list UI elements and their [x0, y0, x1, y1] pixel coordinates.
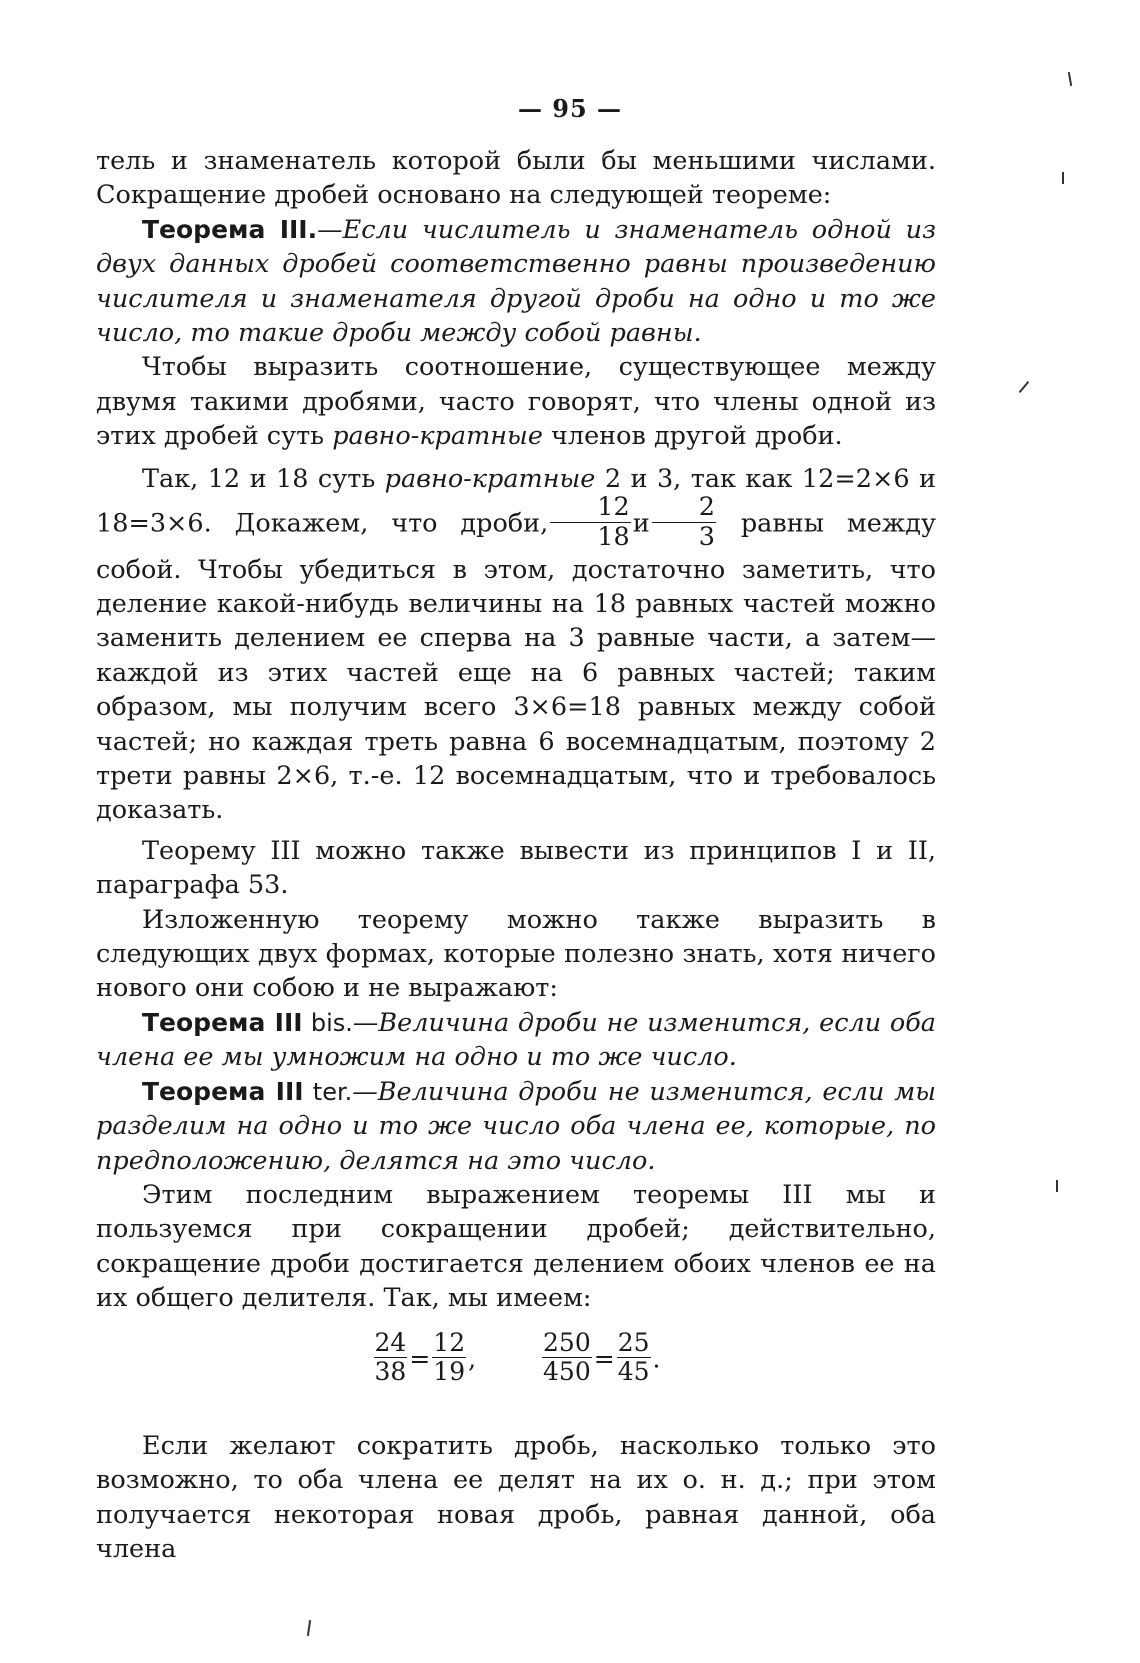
fraction-25-45: [617, 1327, 651, 1386]
equals-sign: =: [409, 1344, 431, 1374]
term-equal-multiples: равно-кратные: [332, 421, 543, 452]
fraction-denominator: 38: [374, 1356, 407, 1386]
page-number: — 95 —: [517, 94, 623, 123]
fraction-numerator: 250: [543, 1327, 591, 1357]
paragraph-intro: тель и знаменатель которой были бы меньшими числами. Сокращение дробей основано на следующей теореме:: [96, 146, 936, 211]
paragraph-proof: [96, 462, 936, 828]
paragraph-equal-multiples: [96, 350, 936, 453]
fraction-2-3: [652, 494, 716, 551]
scan-mark: [1068, 72, 1072, 86]
theorem-3-ter-suffix: ter.: [303, 1077, 353, 1106]
paragraph-principles: Теорему III можно также вывести из принципов I и II, параграфа 53.: [96, 835, 936, 901]
theorem-3-ter-label: Теорема III: [142, 1076, 304, 1106]
theorem-3-label: Теорема III.: [142, 214, 318, 244]
fraction-12-18: [550, 494, 630, 551]
paragraph-gcd: Если желают сократить дробь, насколько только это возможно, то оба члена ее делят на их о. н. д.; при этом получается некоторая новая дробь, равная данной, оба члена: [96, 1431, 936, 1565]
theorem-3: [96, 213, 936, 351]
fraction-denominator: 45: [617, 1356, 650, 1386]
theorem-3-ter: [96, 1075, 936, 1178]
page-body: [96, 144, 936, 1567]
theorem-3-bis-suffix: bis.: [302, 1008, 353, 1037]
comma: ,: [468, 1344, 477, 1374]
scan-mark: [1062, 172, 1064, 184]
fraction-denominator: 18: [597, 521, 630, 552]
fraction-12-19: [432, 1327, 466, 1386]
fraction-numerator: 12: [433, 1327, 466, 1357]
paragraph-forms: Изложенную теорему можно также выразить в следующих двух формах, которые полезно знать, хотя ничего нового они собою и не выражают:: [96, 904, 936, 1004]
theorem-3-bis-statement: —Величина дроби не изменится, если оба члена ее мы умножим на одно и то же число.: [96, 1007, 936, 1073]
scan-mark: [1056, 1180, 1058, 1192]
paragraph-text: Так, 12 и 18 суть: [142, 463, 385, 494]
theorem-3-bis: [96, 1006, 936, 1075]
fraction-24-38: [374, 1327, 408, 1386]
paragraph-reduction: Этим последним выражением теоремы III мы и пользуемся при сокращении дробей; действительно, сокращение дроби достигается делением обоих членов ее на их общего делителя. Так, мы имеем:: [96, 1179, 936, 1314]
theorem-3-ter-statement: —Величина дроби не изменится, если мы разделим на одно и то же число оба члена ее, которые, по предположению, делятся на это число.: [96, 1076, 936, 1176]
formula-group-2: [540, 1327, 661, 1388]
fraction-denominator: 3: [698, 521, 715, 552]
period: .: [652, 1344, 661, 1374]
theorem-3-statement: —Если числитель и знаменатель одной из двух данных дробей соответственно равны произведению числителя и знаменателя другой дроби на одно и то же число, то такие дроби между собой равны.: [96, 214, 936, 349]
scan-mark: [1019, 381, 1030, 393]
paragraph-text: 2 и 3, так как 12=2×6 и 18=3×6. Докажем, что дроби,: [96, 463, 936, 539]
fraction-numerator: 25: [617, 1327, 650, 1357]
fraction-denominator: 450: [543, 1356, 591, 1386]
term-equal-multiples: равно-кратные: [384, 463, 596, 494]
fraction-numerator: 24: [374, 1327, 407, 1357]
paragraph-text: членов другой дроби.: [542, 421, 843, 452]
formula-group-1: [372, 1327, 477, 1388]
theorem-3-bis-label: Теорема III: [142, 1007, 303, 1037]
fraction-numerator: 2: [652, 494, 716, 523]
fraction-250-450: [542, 1327, 592, 1386]
paragraph-text: Чтобы выразить соотношение, существующее между двумя такими дробями, часто говорят, что члены одной из этих дробей суть: [96, 352, 936, 452]
equals-sign: =: [593, 1344, 615, 1374]
conjunction: и: [632, 508, 650, 539]
fraction-denominator: 19: [433, 1356, 466, 1386]
paragraph-text: равны между собой. Чтобы убедиться в этом, достаточно заметить, что деление какой-нибудь величины на 18 равных частей можно заменить делением ее сперва на 3 равные части, а затем— каждой из этих частей еще на 6 равных частей; таким образом, мы получим всего 3×6=18 равных между собой частей; но каждая треть равна 6 восемнадцатым, поэтому 2 трети равны 2×6, т.-е. 12 восемнадцатым, что и требовалось доказать.: [96, 508, 936, 826]
reduction-formula: [96, 1327, 936, 1388]
scan-mark: [307, 1620, 311, 1636]
fraction-numerator: 12: [550, 494, 630, 523]
